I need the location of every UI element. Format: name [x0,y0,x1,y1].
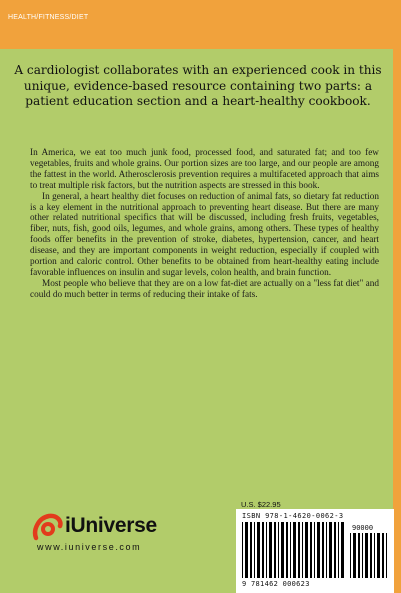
barcode-bar [257,522,260,578]
barcode-bar [341,522,344,578]
barcode-bar [334,522,336,578]
lead-blurb: A cardiologist collaborates with an experienced cook in this unique, evidence-based resource containing two parts: a patient education section and a heart-healthy cookbook. [14,63,382,109]
barcode-bar [266,522,267,578]
barcode-bar [329,522,332,578]
barcode-bar [262,522,264,578]
barcode-bar [314,522,315,578]
barcode-bar [322,522,324,578]
barcode-bar [338,522,339,578]
barcode-bar [305,522,308,578]
description-body [30,148,379,301]
barcode-bar [350,533,351,578]
isbn-text: ISBN 978-1-4620-0062-3 [242,512,344,520]
barcode-bar [298,522,300,578]
barcode-bar [374,533,375,578]
isbn-barcode [242,522,346,578]
barcode-bar [281,522,284,578]
barcode-bar [353,533,356,578]
price-barcode [350,533,388,578]
publisher-logo [32,510,182,560]
ean-digits: 9 781462 000623 [242,580,310,588]
category-label: HEALTH/FITNESS/DIET [8,14,89,21]
barcode-bar [242,522,243,578]
barcode-bar [382,533,384,578]
barcode-block [236,509,394,593]
barcode-bar [326,522,327,578]
price-label: U.S. $22.95 [241,500,281,509]
description-paragraph: Most people who believe that they are on a low fat-diet are actually on a "less fat diet" and could do much better in terms of reducing their intake of fats. [30,278,379,300]
barcode-bar [290,522,291,578]
barcode-bar [274,522,276,578]
publisher-name: iUniverse [65,514,157,537]
barcode-bar [362,533,363,578]
barcode-bar [365,533,368,578]
barcode-bar [310,522,312,578]
barcode-bar [254,522,255,578]
description-paragraph: In general, a heart healthy diet focuses on reduction of animal fats, so dietary fat reduction is a key element in the nutritional approach to preventing heart disease. But there are many other related nutritional specifics that will be discussed, including fresh fruits, vegetables, fiber, nuts, fish, good oils, legumes, and whole grains, among others. These types of healthy foods offer benefits in the prevention of stroke, diabetes, hypertension, cancer, and heart disease, and they are important components in weight reduction, especially if coupled with portion and caloric control. Other benefits to be obtained from heart-healthy eating include favorable influences on insulin and sugar levels, colon health, and brain function. [30,191,379,278]
barcode-bar [386,533,387,578]
barcode-bar [377,533,380,578]
barcode-bar [278,522,279,578]
description-paragraph: In America, we eat too much junk food, processed food, and saturated fat; and too few vegetables, fruits and whole grains. Our portion sizes are too large, and our people are among the fattest in the world. Atherosclerosis prevention requires a multifaceted approach that aims to treat multiple risk factors, but the nutrition aspects are stressed in this book. [30,148,379,191]
barcode-bar [317,522,320,578]
price-code-text: 90000 [352,524,374,532]
barcode-bar [302,522,303,578]
barcode-bar [370,533,372,578]
barcode-bar [286,522,288,578]
iuniverse-swirl-icon [32,512,64,542]
barcode-bar [293,522,296,578]
barcode-bar [250,522,252,578]
publisher-url: www.iuniverse.com [37,542,142,552]
barcode-bar [358,533,360,578]
barcode-bar [269,522,272,578]
barcode-bar [245,522,248,578]
